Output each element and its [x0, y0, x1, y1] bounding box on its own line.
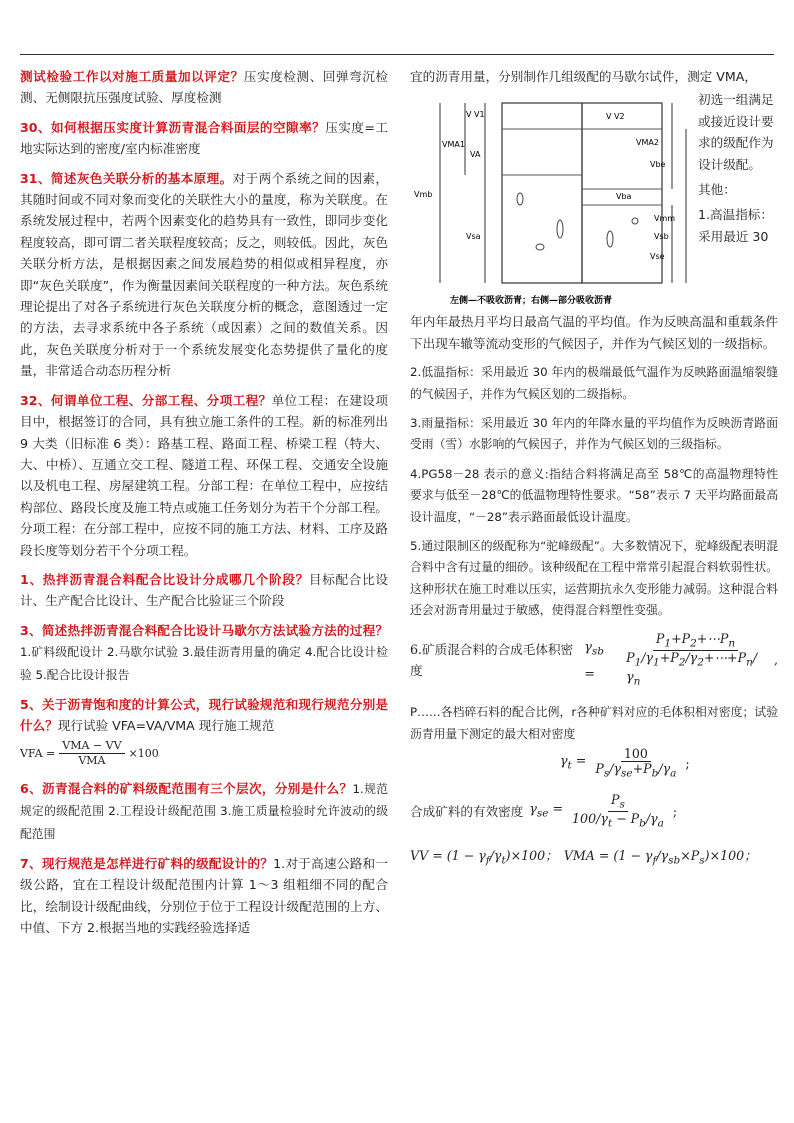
paragraph-p-desc: [410, 702, 778, 745]
paragraph-item2: [410, 362, 778, 405]
aggregate-particle: [536, 244, 544, 250]
gt-numerator: 100: [621, 747, 651, 762]
label-vsa: Vsa: [466, 232, 481, 242]
question-heading: 30、如何根据压实度计算沥青混合料面层的空隙率？: [20, 119, 326, 135]
gamma-se-symbol: $\gamma_{se}$ =: [529, 801, 564, 820]
aggregate-particle: [517, 193, 523, 205]
label-vba: Vba: [616, 192, 632, 202]
item3-text: 3.雨量指标：采用最近 30 年内的年降水量的平均值作为反映沥青路面受雨（雪）水影响的气候因子，并作为气候区划的三级指标。: [410, 416, 778, 452]
formula-denominator: VMA: [78, 753, 106, 767]
label-vmm: Vmm: [654, 214, 676, 224]
paragraph-q5: [20, 694, 388, 737]
gse-denominator: $100/\gamma_t - P_b/\gamma_a$: [572, 811, 664, 830]
answer-text: 现行试验 VFA=VA/VMA 现行施工规范: [57, 718, 275, 734]
gsb-fraction: [623, 632, 768, 689]
gt-denominator: $P_s/\gamma_{se}+P_b/\gamma_a$: [595, 761, 677, 780]
answer-text: 1.对于高速公路和一级公路，宜在工程设计级配范围内计算 1～3 组粗细不同的配合比，绘制设计级配曲线，分别位于位于工程设计级配范围的上方、中值、下方 2.根据当地的实践经验选择适: [20, 856, 388, 936]
paragraph-q1: [20, 569, 388, 612]
label-vse: Vse: [650, 252, 665, 262]
question-heading: 31、简述灰色关联分析的基本原理。: [20, 170, 233, 186]
question-heading: 1、热拌沥青混合料配合比设计分成哪几个阶段？: [20, 571, 309, 587]
answer-text: 压实度检测、回弹弯沉检测、无侧限抗压强度试验、厚度检测: [20, 69, 389, 106]
label-vsb: Vsb: [654, 232, 669, 242]
diagram-side-text: [698, 89, 780, 247]
left-specimen-box: [502, 103, 582, 283]
paragraph-q3: [20, 620, 388, 686]
label-vma1: VMA1: [442, 140, 465, 150]
paragraph-item1: [410, 311, 778, 354]
item1-head: 1.高温指标：采用最近 30: [698, 207, 773, 244]
answer-text: 压实度=工地实际达到的密度/室内标准密度: [20, 119, 388, 157]
gse-fraction: [569, 793, 667, 831]
header-rule: [20, 54, 774, 55]
gsb-numerator: $P_1+P_2+\cdots P_n$: [653, 632, 738, 652]
answer-text: 1.规范规定的级配范围 2.工程设计级配范围 3.施工质量检验时允许波动的级配范围: [20, 781, 388, 841]
paragraph-intro: [410, 66, 778, 87]
diagram-caption: 左侧—不吸收沥青；右侧—部分吸收沥青: [450, 296, 613, 307]
formula-tail: ×100: [128, 746, 159, 760]
item2-text: 2.低温指标：采用最近 30 年内的极端最低气温作为反映路面温缩裂缝的气候因子，并作为气候区划的二级指标。: [410, 365, 778, 401]
question-heading: 6、沥青混合料的矿料级配范围有三个层次，分别是什么？: [20, 780, 353, 796]
label-vv2: V V2: [606, 112, 625, 122]
gt-fraction: [592, 747, 679, 781]
formula-numerator: VMA − VV: [59, 739, 124, 754]
formula-label: 6.矿质混合料的合成毛体积密度: [410, 641, 574, 678]
item1-text: 年内年最热月平均日最高气温的平均值。作为反映高温和重载条件下出现车辙等流动变形的气候因子，并作为气候区划的一级指标。: [410, 314, 778, 351]
gamma-sb-symbol: $\gamma_{sb}$ =: [584, 638, 604, 681]
label-vv1: V V1: [466, 110, 485, 120]
answer-text: 对于两个系统之间的因素，其随时间或不同对象而变化的关联性大小的量度，称为关联度。在系统发展过程中，若两个因素变化的趋势具有一致性，即同步变化程度较高，即可谓二者关联程度较高；反之，则较低。因此，灰色关联分析方法，是根据因素之间发展趋势的相似或相异程度，亦即“灰色关联度”，作为衡量因素间关联程度的一种方法。灰色系统理论提出了对各子系统进行灰色关联度分析的概念，意图透过一定的方法，去寻求系统中各子系统（或因素）之间的数值关系。因此，灰色关联度分析对于一个系统发展变化态势提供了量化的度量，非常适合动态历程分析: [20, 170, 389, 379]
aggregate-particle: [607, 231, 613, 247]
gse-numerator: $P_s$: [608, 793, 628, 813]
question-heading: 3、简述热拌沥青混合料配合比设计马歇尔方法试验方法的过程？: [20, 622, 388, 638]
answer-text: 1.矿料级配设计 2.马歇尔试验 3.最佳沥青用量的确定 4.配合比设计检验 5.配合比设计报告: [20, 645, 388, 682]
paragraph-item4: [410, 464, 778, 528]
paragraph-q31: [20, 168, 388, 382]
side-text: 初选一组满足或接近设计要求的级配作为设计级配。: [698, 92, 774, 172]
gt-formula: $\gamma_t$ = $\frac{100}{P_s/\gamma_{se}+P_b/\gamma_a}$ ;: [560, 746, 690, 780]
paragraph-q32: [20, 390, 388, 561]
other-heading: 其他：: [698, 182, 736, 198]
answer-text: 单位工程：在建设项目中，根据签订的合同，具有独立施工条件的工程。新的标准列出 9 大类（旧标准 6 类）：路基工程、路面工程、桥梁工程（特大、大、中桥）、互通立交工程、隧道工程、环保工程、交通安全设施以及机电工程、房屋建筑工程。分部工程：在单位工程中，应按结构部位、路段长度及施工特点或施工任务划分为若干个分部工程。分项工程：在分部工程中，应按不同的施工方法、材料、工序及路段长度等划分若干个分项工程。: [20, 392, 388, 558]
question-heading: 5、关于沥青饱和度的计算公式，现行试验规范和现行规范分别是什么？: [20, 696, 388, 734]
right-column: [410, 66, 778, 886]
left-column: [20, 66, 388, 947]
vv-vma-formula: [410, 845, 778, 872]
volume-diagram: [410, 89, 698, 313]
question-heading: 7、现行规范是怎样进行矿料的级配设计的？: [20, 856, 274, 871]
volume-diagram-block: [410, 89, 778, 313]
gse-formula: 合成矿料的有效密度 $\gamma_{se}$ = $\frac{P_s}{100/\gamma_t - P_b/\gamma_a}$ ;: [410, 791, 678, 830]
formula-fraction: [59, 739, 124, 768]
vv-formula: VV = $(1 - \gamma_f/\gamma_t)\times 100$；: [410, 847, 558, 867]
gsb-formula: 6.矿质混合料的合成毛体积密度 $\gamma_{sb}$ = $\frac{P_1+P_2+\cdots P_n}{P_1/\gamma_1+P_2/\gamma_2+\cdots+P_n/\gamma_n}$ ,: [410, 630, 778, 688]
paragraph-quality-testing: [20, 66, 388, 109]
question-heading: 测试检验工作以对施工质量加以评定？: [20, 69, 244, 84]
item4-text: 4.PG58－28 表示的意义:指结合料将满足高至 58℃的高温物理特性要求与低至－28℃的低温物理特性要求。“58”表示 7 天平均路面最高设计温度，“－28”表示路面最低设计温度。: [410, 466, 778, 524]
vfa-formula: [20, 739, 159, 768]
label-vmb: Vmb: [414, 190, 433, 200]
paragraph-q30: [20, 117, 388, 160]
label-va: VA: [470, 150, 481, 160]
vma-formula: VMA = $(1 - \gamma_f/\gamma_{sb}\times P_s)\times 100$；: [563, 847, 757, 867]
paragraph-q7: [20, 853, 388, 939]
formula-lhs: VFA =: [20, 746, 56, 760]
label-vma2: VMA2: [636, 138, 659, 148]
answer-text: 目标配合比设计、生产配合比设计、生产配合比验证三个阶段: [20, 571, 389, 609]
paragraph-item5: [410, 536, 778, 622]
label-vbe: Vbe: [650, 160, 666, 170]
paragraph-q6: [20, 778, 388, 845]
intro-text: 宜的沥青用量，分别制作几组级配的马歇尔试件，测定 VMA，: [410, 69, 757, 84]
question-heading: 32、何谓单位工程、分部工程、分项工程？: [20, 392, 272, 408]
item5-text: 5.通过限制区的级配称为“驼峰级配”。大多数情况下，驼峰级配表明混合料中含有过量的细砂。该种级配在工程中常常引起混合料软弱性状。这种形状在施工时难以压实，运营期抗永久变形能力减弱。这种混合料还会对沥青用量过于敏感，使得混合料塑性变强。: [410, 539, 778, 618]
paragraph-item3: [410, 413, 778, 456]
p-description: P……各档碎石料的配合比例，r各种矿料对应的毛体积相对密度；试验沥青用量下测定的最大相对密度: [410, 705, 778, 741]
gse-label: 合成矿料的有效密度: [410, 803, 524, 819]
aggregate-particle: [632, 218, 638, 224]
aggregate-particle: [557, 220, 563, 238]
gsb-denominator: $P_1/\gamma_1+P_2/\gamma_2+\cdots+P_n/\gamma_n$: [626, 650, 758, 688]
gamma-t-symbol: $\gamma_t$ =: [560, 753, 587, 772]
